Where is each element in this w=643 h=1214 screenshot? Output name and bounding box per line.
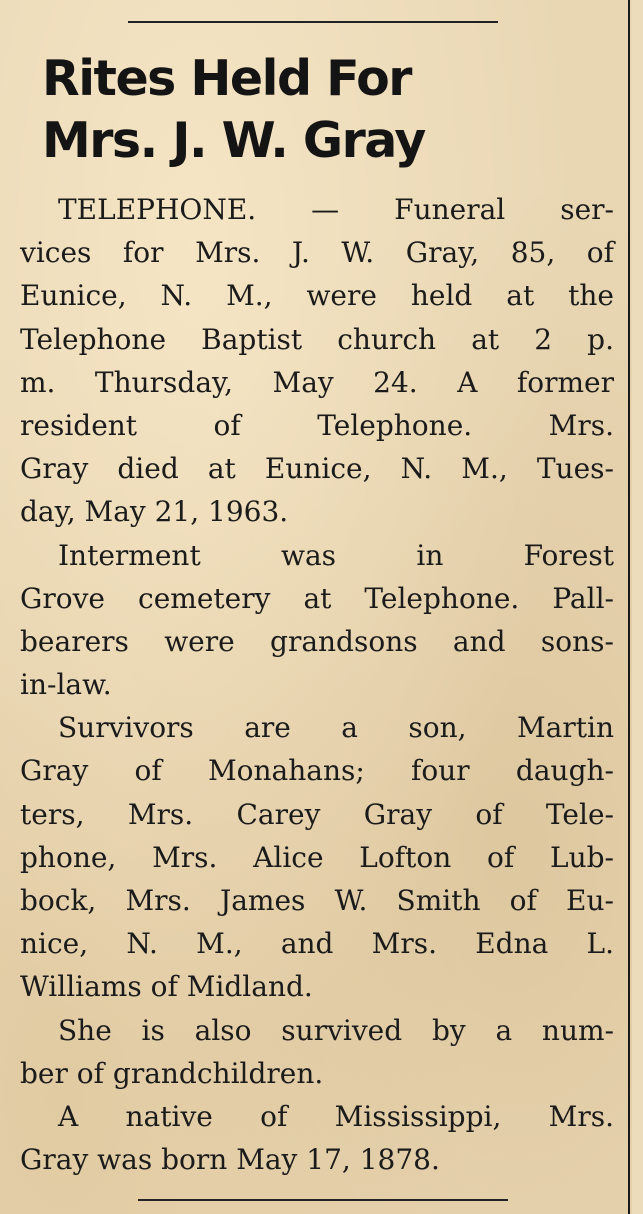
headline [42,48,602,172]
article-line: bearers were grandsons and sons- [20,624,614,658]
article-line: Gray died at Eunice, N. M., Tues- [20,452,614,486]
headline-line: Mrs. J. W. Gray [42,112,425,169]
article-line: vices for Mrs. J. W. Gray, 85, of [20,236,614,270]
article-line: She is also survived by a num- [58,1013,614,1047]
article-line: m. Thursday, May 24. A former [20,365,614,399]
article-line: day, May 21, 1963. [20,495,289,529]
headline-line: Rites Held For [42,50,411,107]
article-line: Williams of Midland. [20,970,313,1004]
article-line: Interment was in Forest [58,538,614,572]
article-line: Gray was born May 17, 1878. [20,1143,440,1177]
article-body [20,188,614,1181]
article-line: resident of Telephone. Mrs. [20,408,614,442]
article-line: bock, Mrs. James W. Smith of Eu- [20,884,614,917]
article-line: in-law. [20,668,112,702]
article-line: Telephone Baptist church at 2 p. [20,322,614,356]
article-line: TELEPHONE. — Funeral ser- [58,193,614,226]
article-line: ters, Mrs. Carey Gray of Tele- [20,797,614,831]
article-line: phone, Mrs. Alice Lofton of Lub- [20,840,614,874]
article-line: Eunice, N. M., were held at the [20,279,614,313]
article-line: Gray of Monahans; four daugh- [20,754,614,788]
bottom-rule [138,1199,508,1201]
article-line: nice, N. M., and Mrs. Edna L. [20,927,614,961]
article-line: Grove cemetery at Telephone. Pall- [20,581,614,615]
article-line: A native of Mississippi, Mrs. [58,1099,614,1133]
article-line: ber of grandchildren. [20,1056,324,1090]
top-rule [128,21,498,23]
article-line: Survivors are a son, Martin [58,711,614,745]
adjacent-column-edge [632,0,643,1214]
